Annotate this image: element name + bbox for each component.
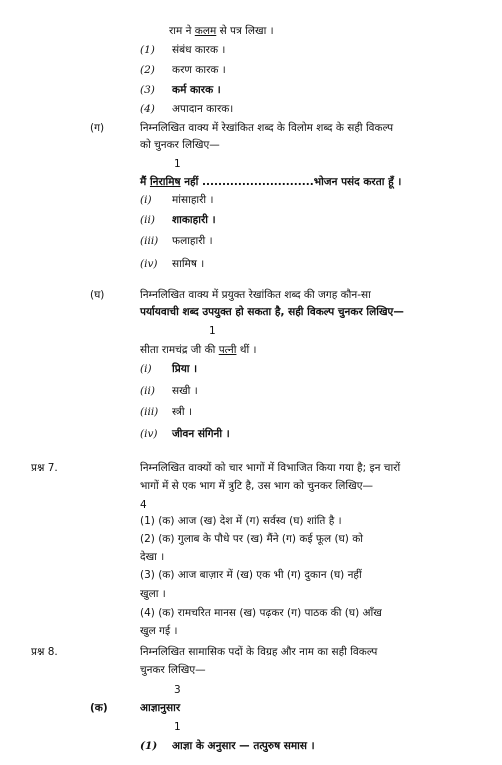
- option-text: सखी ।: [172, 385, 198, 397]
- marks: 1: [174, 158, 181, 170]
- question-text-line: निम्नलिखित वाक्य में रेखांकित शब्द के विलोम शब्द के सही विकल्प: [140, 122, 394, 134]
- sub-question-word: आज्ञानुसार: [140, 702, 181, 714]
- option-number: (4): [140, 103, 155, 115]
- sentence-item-continued: देखा ।: [140, 551, 165, 563]
- option-text: प्रिया ।: [172, 363, 198, 375]
- question-text-line: भागों में से एक भाग में त्रुटि है, उस भाग को चुनकर लिखिए—: [140, 480, 373, 492]
- question-label: (ग): [90, 122, 105, 134]
- option-number: (3): [140, 84, 155, 96]
- option-text: अपादान कारक।: [172, 103, 234, 115]
- option-number: (ii): [140, 385, 155, 397]
- prev-question-sentence: [169, 25, 274, 38]
- option-text: संबंध कारक ।: [172, 44, 226, 56]
- sentence-item: (1) (क) आज (ख) देश में (ग) सर्वस्व (घ) शांति है ।: [140, 515, 342, 527]
- option-number: (iii): [140, 235, 159, 247]
- option-text: सामिष ।: [172, 258, 205, 270]
- option-number: (i): [140, 363, 152, 375]
- marks: 1: [209, 325, 216, 337]
- question-text-line: निम्नलिखित वाक्यों को चार भागों में विभाजित किया गया है; इन चारों: [140, 462, 401, 474]
- question-text-line: निम्नलिखित सामासिक पदों के विग्रह और नाम का सही विकल्प: [140, 646, 378, 658]
- question-label: प्रश्न 8.: [31, 646, 58, 658]
- option-number: (iv): [140, 428, 158, 440]
- marks: 1: [174, 721, 181, 733]
- option-number: (2): [140, 64, 155, 76]
- sentence-item: (3) (क) आज बाज़ार में (ख) एक भी (ग) दुकान (घ) नहीं: [140, 569, 362, 581]
- sentence-item: (4) (क) रामचरित मानस (ख) पढ़कर (ग) पाठक की (घ) आँख: [140, 607, 382, 619]
- question-sentence: [140, 344, 257, 357]
- option-text: जीवन संगिनी ।: [172, 428, 230, 440]
- option-text: स्त्री ।: [172, 406, 192, 418]
- option-number: (iv): [140, 258, 158, 270]
- sentence-part: सीता रामचंद्र जी की: [140, 344, 219, 356]
- sentence-part: से पत्र लिखा ।: [216, 25, 274, 37]
- option-text: करण कारक ।: [172, 64, 226, 76]
- question-text-line: पर्यायवाची शब्द उपयुक्त हो सकता है, सही विकल्प चुनकर लिखिए—: [140, 306, 404, 318]
- sub-question-label: (क): [90, 702, 108, 714]
- option-text: फलाहारी ।: [172, 235, 213, 247]
- sentence-part: नहीं ............................भोजन पसंद करता हूँ ।: [180, 176, 402, 188]
- option-text: मांसाहारी ।: [172, 194, 214, 206]
- option-number: (iii): [140, 406, 159, 418]
- question-text-line: को चुनकर लिखिए—: [140, 139, 220, 151]
- option-text: आज्ञा के अनुसार — तत्पुरुष समास ।: [172, 740, 315, 752]
- sentence-part: मैं: [140, 176, 150, 188]
- option-number: (ii): [140, 214, 155, 226]
- question-label: (घ): [90, 289, 105, 301]
- question-sentence: [140, 176, 401, 189]
- question-text-line: चुनकर लिखिए—: [140, 664, 206, 676]
- sentence-item: (2) (क) गुलाब के पौधे पर (ख) मैंने (ग) कई फूल (घ) को: [140, 533, 363, 545]
- underlined-word: निरामिष: [149, 176, 181, 188]
- question-text-line: निम्नलिखित वाक्य में प्रयुक्त रेखांकित शब्द की जगह कौन-सा: [140, 289, 371, 301]
- underlined-word: पत्नी: [218, 344, 237, 356]
- marks: 3: [174, 684, 181, 696]
- sentence-item-continued: खुल गई ।: [140, 625, 178, 637]
- option-number: (1): [140, 44, 155, 56]
- marks: 4: [140, 499, 147, 511]
- sentence-part: राम ने: [169, 25, 195, 37]
- sentence-part: थीं ।: [236, 344, 257, 356]
- underlined-word: कलम: [194, 25, 217, 37]
- option-number: (1): [140, 740, 158, 752]
- option-text: शाकाहारी ।: [172, 214, 216, 226]
- option-text: कर्म कारक ।: [172, 84, 221, 96]
- option-number: (i): [140, 194, 152, 206]
- sentence-item-continued: खुला ।: [140, 588, 166, 600]
- question-label: प्रश्न 7.: [31, 462, 58, 474]
